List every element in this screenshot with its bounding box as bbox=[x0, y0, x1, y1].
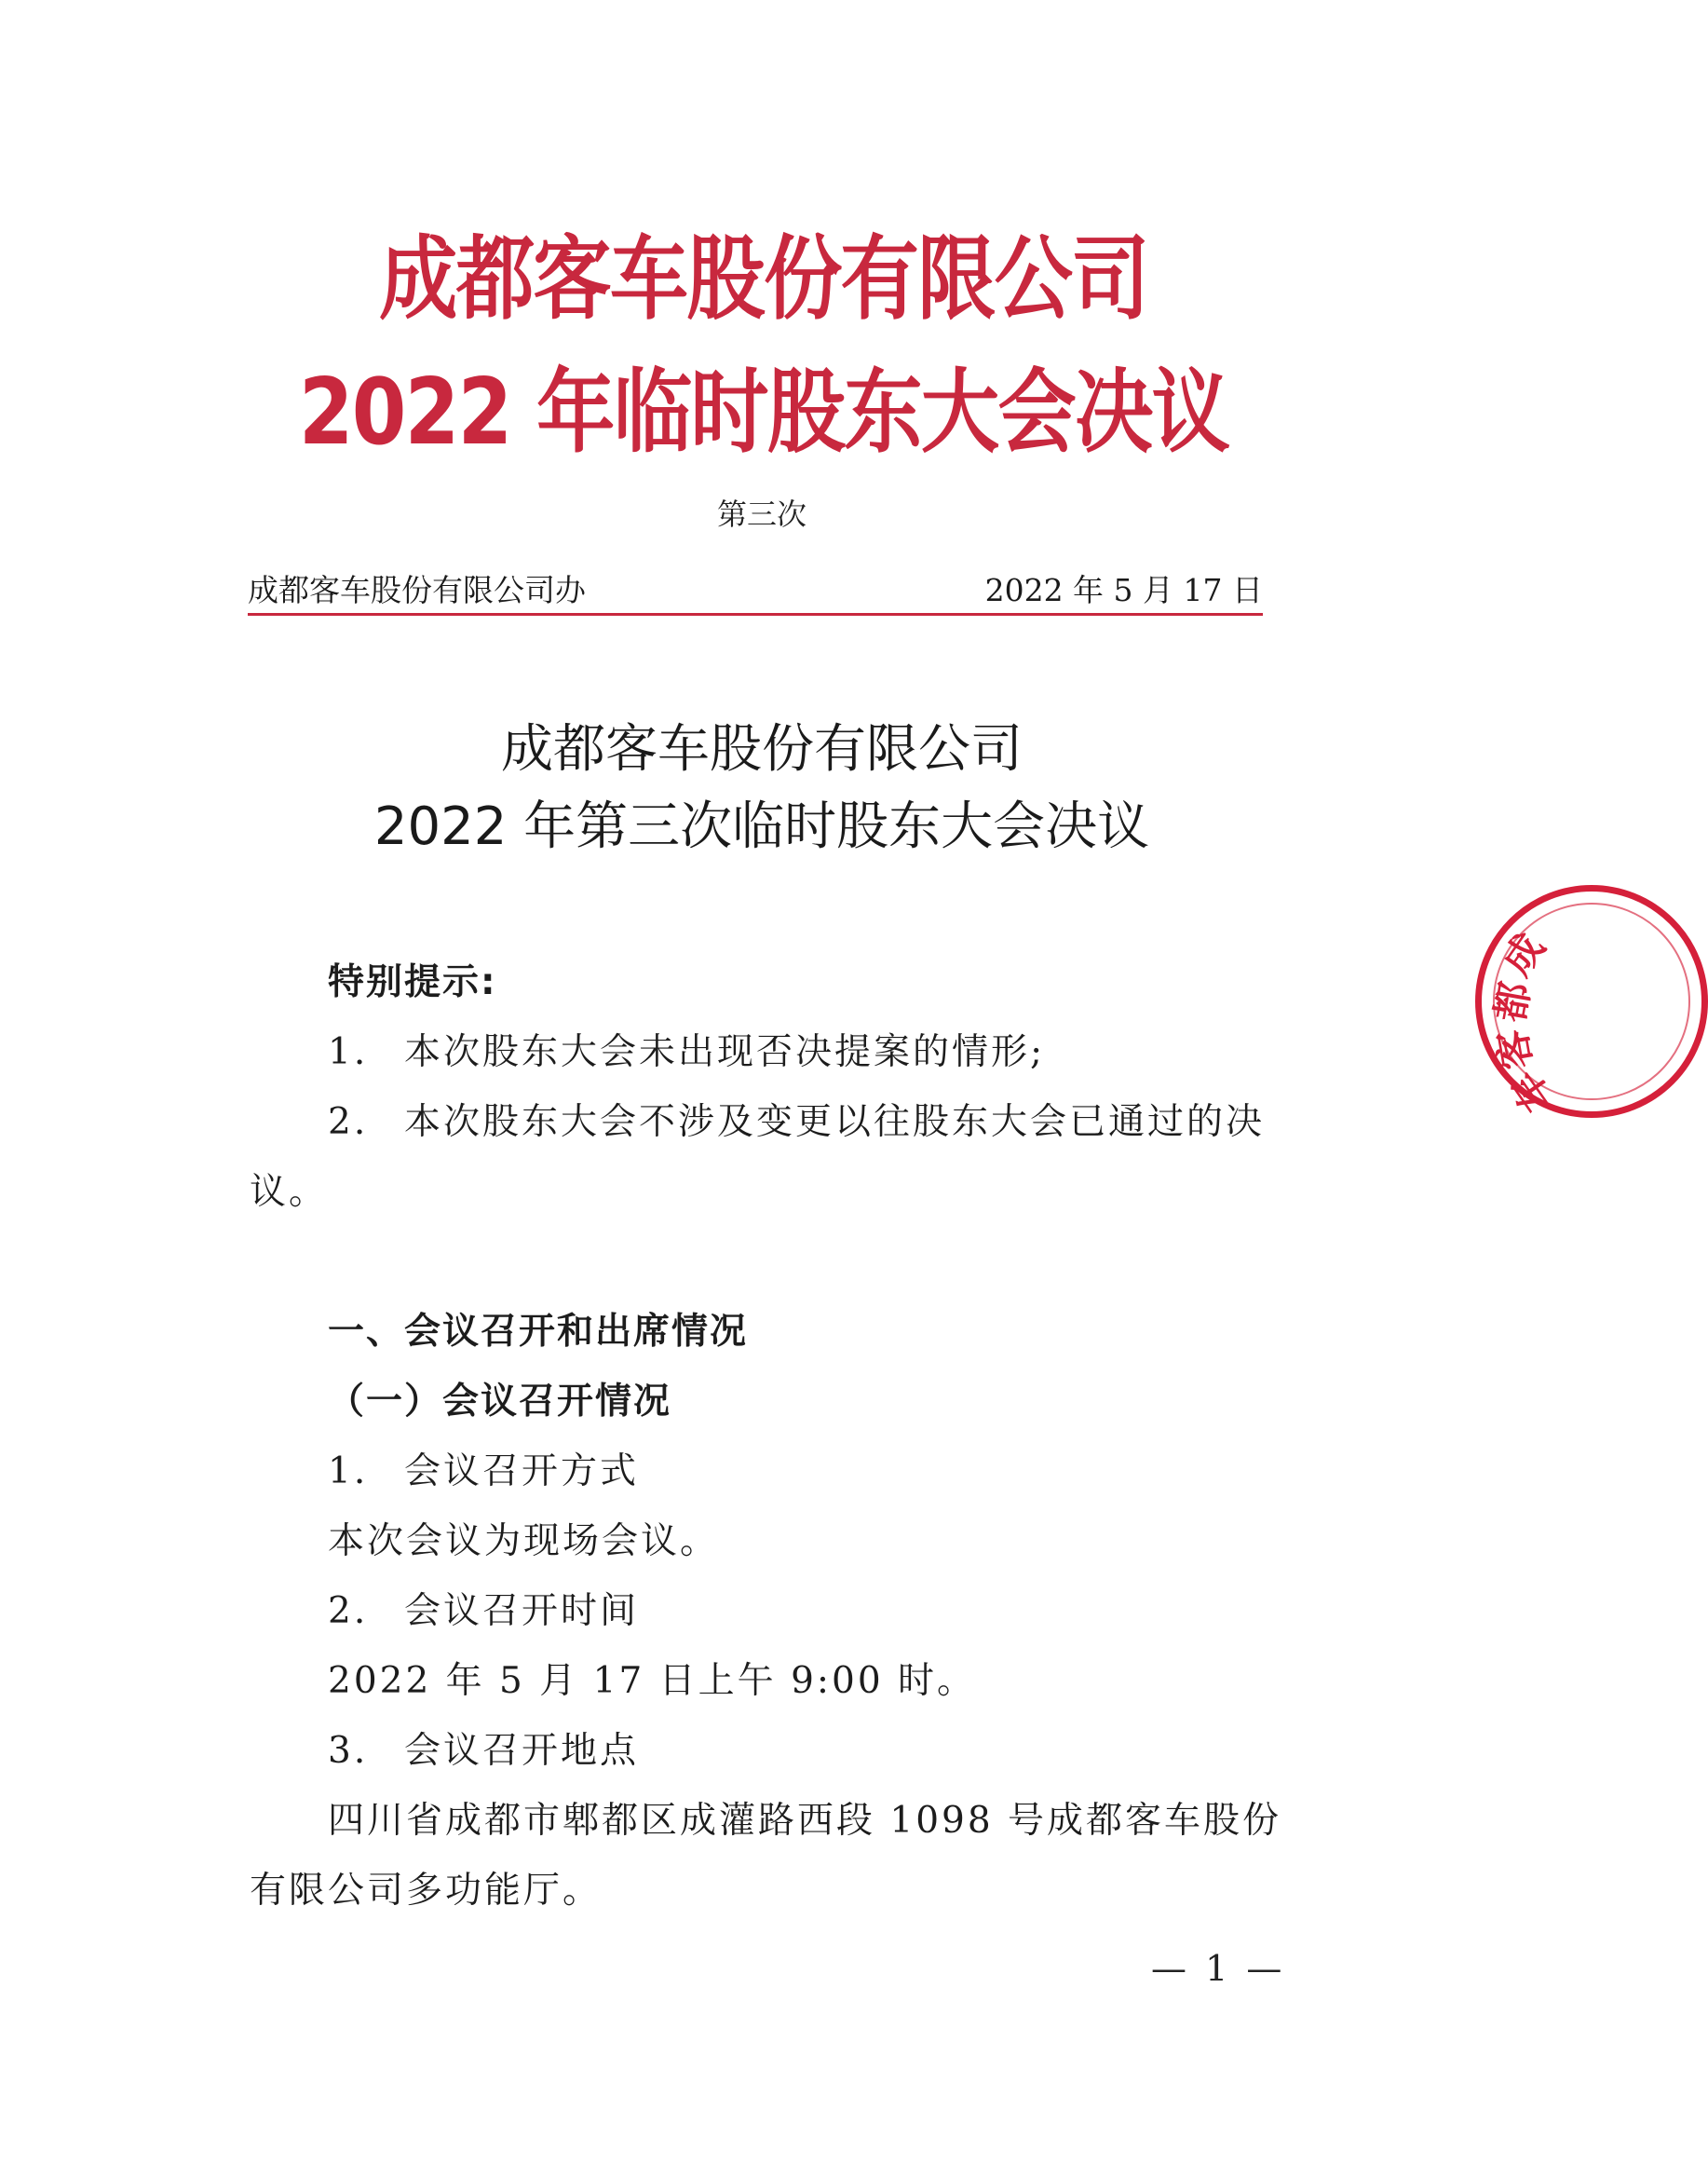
item-3-content-continuation: 有限公司多功能厅。 bbox=[250, 1870, 603, 1912]
item-number: 3. bbox=[328, 1730, 369, 1772]
item-number: 1. bbox=[328, 1450, 369, 1492]
issuer-name: 成都客车股份有限公司办 bbox=[248, 572, 586, 608]
subsection-heading: （一）会议召开情况 bbox=[328, 1381, 672, 1423]
item-1-content: 本次会议为现场会议。 bbox=[328, 1520, 720, 1562]
notice-heading: 特别提示: bbox=[328, 961, 497, 1003]
letterhead-company-name: 成都客车股份有限公司 bbox=[379, 226, 1148, 333]
seal-char: 成 bbox=[1493, 925, 1554, 984]
document-title-line1: 成都客车股份有限公司 bbox=[501, 719, 1023, 780]
notice-item-2 bbox=[328, 1099, 1265, 1146]
seal-char: 客 bbox=[1488, 1026, 1541, 1073]
item-3-content: 四川省成都市郫都区成灌路西段 1098 号成都客车股份 bbox=[328, 1800, 1282, 1842]
item-number: 2. bbox=[328, 1590, 369, 1632]
company-seal-stamp bbox=[1475, 885, 1708, 1121]
item-3-title bbox=[328, 1728, 639, 1775]
notice-item-text: 本次股东大会不涉及变更以往股东大会已通过的决 bbox=[404, 1101, 1266, 1143]
document-title-line2: 2022 年第三次临时股东大会决议 bbox=[373, 796, 1150, 857]
notice-item-number: 2. bbox=[328, 1101, 369, 1143]
item-title: 会议召开方式 bbox=[404, 1450, 640, 1492]
notice-item-number: 1. bbox=[328, 1031, 369, 1073]
item-2-content: 2022 年 5 月 17 日上午 9:00 时。 bbox=[328, 1660, 977, 1702]
notice-item-1 bbox=[328, 1029, 1045, 1076]
section-heading: 一、会议召开和出席情况 bbox=[328, 1311, 749, 1353]
seal-char: 都 bbox=[1486, 978, 1539, 1026]
page-number: — 1 — bbox=[1151, 1948, 1286, 1989]
item-2-title bbox=[328, 1588, 639, 1635]
issue-number: 第三次 bbox=[716, 497, 807, 532]
letterhead-document-type: 2022 年临时股东大会决议 bbox=[298, 360, 1229, 466]
item-1-title bbox=[328, 1449, 639, 1495]
seal-char: 车 bbox=[1500, 1062, 1562, 1121]
notice-item-2-continuation: 议。 bbox=[250, 1171, 329, 1213]
issue-date: 2022 年 5 月 17 日 bbox=[984, 572, 1263, 608]
issuer-line bbox=[248, 568, 1263, 616]
item-title: 会议召开地点 bbox=[404, 1730, 640, 1772]
notice-item-text: 本次股东大会未出现否决提案的情形; bbox=[404, 1031, 1046, 1073]
item-title: 会议召开时间 bbox=[404, 1590, 640, 1632]
